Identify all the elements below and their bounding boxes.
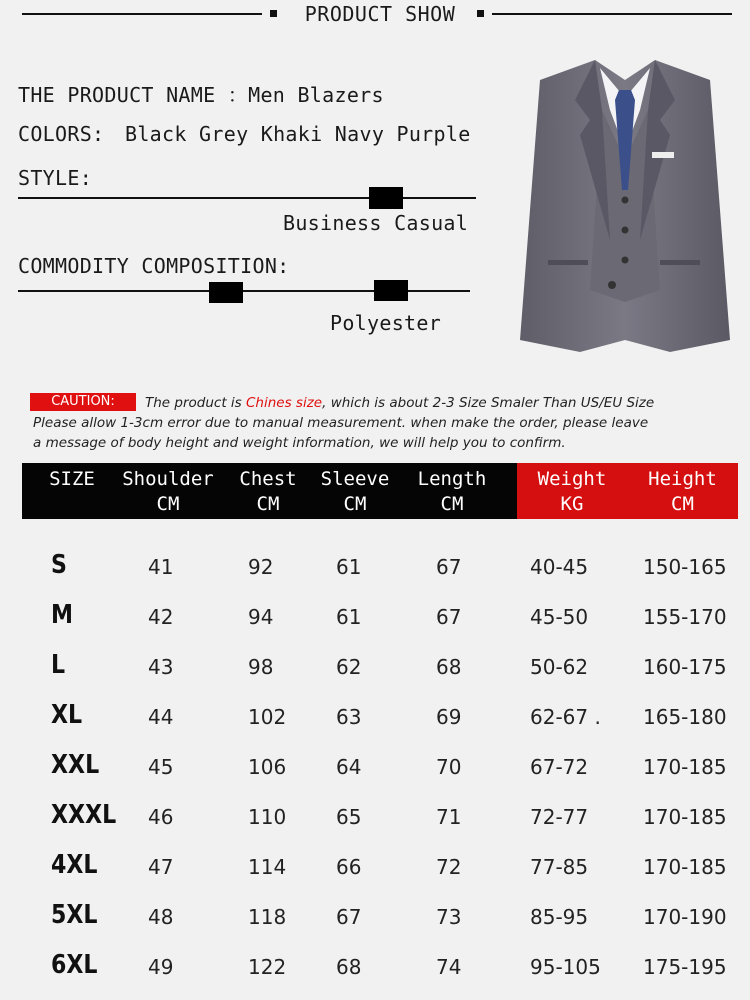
size-label: 6XL xyxy=(51,950,98,980)
table-cell-chest: 114 xyxy=(248,855,287,879)
table-cell-sleeve: 61 xyxy=(336,555,362,579)
style-value: Business Casual xyxy=(283,211,469,235)
table-cell-shoulder: 44 xyxy=(148,705,174,729)
composition-value: Polyester xyxy=(330,311,442,335)
table-cell-shoulder: 46 xyxy=(148,805,174,829)
table-cell-length: 67 xyxy=(436,555,462,579)
table-cell-sleeve: 67 xyxy=(336,905,362,929)
size-label: 5XL xyxy=(51,900,98,930)
header-weight-label: Weight xyxy=(537,468,607,490)
table-cell-weight: 95-105 xyxy=(530,955,601,979)
table-cell-length: 69 xyxy=(436,705,462,729)
header-length-label: Length xyxy=(417,468,487,490)
caution-line-1-pre: The product is xyxy=(145,395,246,411)
style-scale-line xyxy=(18,197,476,199)
table-cell-sleeve: 62 xyxy=(336,655,362,679)
header-shoulder xyxy=(118,463,218,519)
header-weight xyxy=(517,463,627,519)
caution-highlight: Chines size xyxy=(246,395,323,411)
table-cell-height: 150-165 xyxy=(643,555,727,579)
caution-line-1 xyxy=(145,395,654,411)
table-cell-chest: 92 xyxy=(248,555,274,579)
header-marker-right xyxy=(477,10,484,17)
table-cell-sleeve: 66 xyxy=(336,855,362,879)
table-cell-sleeve: 61 xyxy=(336,605,362,629)
header-height-label: Height xyxy=(648,468,717,490)
size-label: XXL xyxy=(51,750,100,780)
colors-value: Black Grey Khaki Navy Purple xyxy=(125,122,471,146)
composition-marker-2 xyxy=(374,280,408,301)
header-sleeve xyxy=(313,463,397,519)
header-chest-unit: CM xyxy=(256,493,280,515)
table-cell-sleeve: 68 xyxy=(336,955,362,979)
suit-photo-icon xyxy=(510,40,740,360)
table-cell-shoulder: 41 xyxy=(148,555,174,579)
style-scale-marker xyxy=(369,187,403,209)
header-size xyxy=(32,463,112,519)
table-cell-chest: 98 xyxy=(248,655,274,679)
table-cell-shoulder: 43 xyxy=(148,655,174,679)
table-cell-chest: 102 xyxy=(248,705,287,729)
caution-line-2: Please allow 1-3cm error due to manual measurement. when make the order, please leave xyxy=(33,415,649,431)
table-cell-height: 170-190 xyxy=(643,905,727,929)
header-shoulder-unit: CM xyxy=(156,493,180,515)
composition-marker-1 xyxy=(209,282,243,303)
table-cell-length: 70 xyxy=(436,755,462,779)
size-label: S xyxy=(51,550,67,580)
table-cell-shoulder: 45 xyxy=(148,755,174,779)
table-cell-weight: 85-95 xyxy=(530,905,589,929)
header-length-unit: CM xyxy=(440,493,464,515)
table-cell-height: 170-185 xyxy=(643,805,727,829)
header-chest xyxy=(232,463,304,519)
caution-badge: CAUTION: xyxy=(30,393,136,411)
header-rule-left xyxy=(22,13,262,15)
table-cell-chest: 118 xyxy=(248,905,287,929)
table-cell-length: 67 xyxy=(436,605,462,629)
size-label: XL xyxy=(51,700,83,730)
colors-label: COLORS: xyxy=(18,122,105,146)
table-cell-weight: 62-67 . xyxy=(530,705,601,729)
table-cell-height: 165-180 xyxy=(643,705,727,729)
table-cell-shoulder: 49 xyxy=(148,955,174,979)
table-cell-sleeve: 64 xyxy=(336,755,362,779)
table-cell-weight: 72-77 xyxy=(530,805,589,829)
table-cell-chest: 122 xyxy=(248,955,287,979)
size-label: L xyxy=(51,650,66,680)
table-cell-shoulder: 42 xyxy=(148,605,174,629)
header-rule-right xyxy=(492,13,732,15)
caution-line-3: a message of body height and weight information, we will help you to confirm. xyxy=(33,435,566,451)
size-label: XXXL xyxy=(51,800,117,830)
table-cell-chest: 110 xyxy=(248,805,287,829)
header-height-unit: CM xyxy=(671,493,694,515)
header-weight-unit: KG xyxy=(560,493,584,515)
table-cell-weight: 50-62 xyxy=(530,655,589,679)
table-cell-length: 68 xyxy=(436,655,462,679)
header-chest-label: Chest xyxy=(239,468,297,490)
style-label: STYLE: xyxy=(18,166,93,190)
header-marker-left xyxy=(270,10,277,17)
table-cell-sleeve: 63 xyxy=(336,705,362,729)
table-cell-weight: 77-85 xyxy=(530,855,589,879)
table-cell-length: 74 xyxy=(436,955,462,979)
table-cell-chest: 106 xyxy=(248,755,287,779)
header-shoulder-label: Shoulder xyxy=(122,468,214,490)
table-cell-length: 72 xyxy=(436,855,462,879)
table-cell-height: 160-175 xyxy=(643,655,727,679)
header-size-label: SIZE xyxy=(49,468,95,490)
table-cell-chest: 94 xyxy=(248,605,274,629)
table-cell-height: 175-195 xyxy=(643,955,727,979)
table-cell-length: 71 xyxy=(436,805,462,829)
header-sleeve-unit: CM xyxy=(343,493,367,515)
header-length xyxy=(408,463,496,519)
table-cell-weight: 45-50 xyxy=(530,605,589,629)
table-cell-length: 73 xyxy=(436,905,462,929)
product-name: THE PRODUCT NAME ：Men Blazers xyxy=(18,83,384,107)
table-cell-sleeve: 65 xyxy=(336,805,362,829)
composition-label: COMMODITY COMPOSITION: xyxy=(18,254,290,278)
table-cell-height: 155-170 xyxy=(643,605,727,629)
header-sleeve-label: Sleeve xyxy=(320,468,390,490)
header-height xyxy=(627,463,738,519)
table-cell-height: 170-185 xyxy=(643,855,727,879)
table-cell-shoulder: 48 xyxy=(148,905,174,929)
caution-line-1-post: , which is about 2-3 Size Smaler Than US/EU Size xyxy=(322,395,655,411)
table-cell-weight: 40-45 xyxy=(530,555,589,579)
table-cell-shoulder: 47 xyxy=(148,855,174,879)
page-title: PRODUCT SHOW xyxy=(304,2,456,26)
size-label: 4XL xyxy=(51,850,98,880)
table-cell-weight: 67-72 xyxy=(530,755,589,779)
table-cell-height: 170-185 xyxy=(643,755,727,779)
size-label: M xyxy=(51,600,73,630)
